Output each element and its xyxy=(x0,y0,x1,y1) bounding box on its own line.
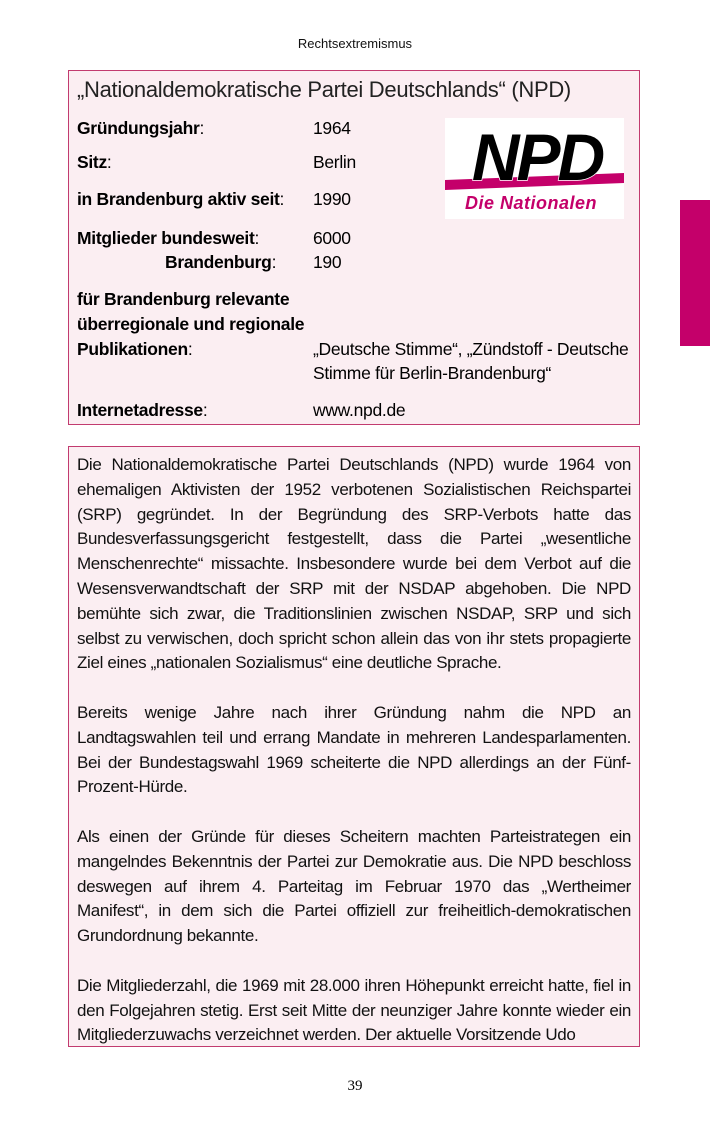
paragraph-1: Die Nationaldemokratische Partei Deutschlands (NPD) wurde 1964 von ehemaligen Aktivisten der 1952 verbotenen Sozialistischen Reichspartei (SRP) gegründet. In der Begründung des SRP-Verbots hatte das Bundesverfassungsgericht festgestellt, dass die Partei „wesentliche Menschenrechte“ missachte. Insbesondere wurde bei dem Verbot auf die Wesensverwandtschaft der SRP mit der NSDAP abgehoben. Die NPD bemühte sich zwar, die Traditionslinien zwischen NSDAP, SRP und sich selbst zu verwischen, doch spricht schon allein das von ihr stets propagierte Ziel eines „nationalen Sozialismus“ eine deutliche Sprache. xyxy=(77,455,631,673)
website-label: Internetadresse: xyxy=(77,400,208,420)
paragraph-2: Bereits wenige Jahre nach ihrer Gründung nahm die NPD an Landtagswahlen teil und errang Mandate in mehreren Landesparlamenten. Bei der Bundestagswahl 1969 scheiterte die NPD allerdings an der Fünf-Prozent-Hürde. xyxy=(77,702,631,797)
members-national-label: bundesweit xyxy=(161,228,255,248)
logo-sub-text: Die Nationalen xyxy=(464,193,598,213)
website-value: www.npd.de xyxy=(313,400,406,420)
founding-year-label: Gründungsjahr: xyxy=(77,118,205,138)
seat-label: Sitz: xyxy=(77,152,112,172)
active-since-value: 1990 xyxy=(313,189,351,209)
logo-main-text: NPD xyxy=(471,120,603,194)
npd-logo-icon xyxy=(445,118,624,219)
active-since-label: in Brandenburg aktiv seit: xyxy=(77,189,285,209)
seat-value: Berlin xyxy=(313,152,356,172)
history-text-box xyxy=(68,446,640,1047)
members-regional-label: Brandenburg: xyxy=(165,252,277,272)
party-title: „Nationaldemokratische Partei Deutschlands“ (NPD) xyxy=(77,77,571,102)
running-header: Rechtsextremismus xyxy=(297,36,413,51)
publications-value-line2: Stimme für Berlin-Brandenburg“ xyxy=(313,363,552,383)
chapter-tab-marker xyxy=(680,200,710,346)
paragraph-4: Die Mitgliederzahl, die 1969 mit 28.000 ihren Höhepunkt erreicht hatte, fiel in den Folgejahren stetig. Erst seit Mitte der neunziger Jahre konnte wieder ein Mitgliederzuwachs verzeichnet werden. Der aktuelle Vorsitzende Udo xyxy=(77,975,631,1045)
page-number: 39 xyxy=(347,1078,363,1094)
publications-label: Publikationen: xyxy=(77,339,193,359)
publications-value-line1: „Deutsche Stimme“, „Zündstoff - Deutsche xyxy=(313,339,629,359)
paragraph-3: Als einen der Gründe für dieses Scheitern machten Parteistrategen ein mangelndes Bekenntnis der Partei zur Demokratie aus. Die NPD beschloss deswegen auf ihrem 4. Parteitag im Februar 1970 das „Wertheimer Manifest“, in dem sich die Partei offiziell zur freiheitlich-demokratischen Grundordnung bekannte. xyxy=(77,826,631,946)
founding-year-value: 1964 xyxy=(313,118,351,138)
members-national-value: 6000 xyxy=(313,228,351,248)
party-info-box: „Nationaldemokratische Partei Deutschlands“ (NPD) Gründungsjahr: 1964 Sitz: Berlin in Brandenburg aktiv seit: 1990 Mitglieder bundesweit: 6000 Brandenburg: 190 für Brandenburg relevante überregionale und regionale Publikationen: „Deutsche Stimme“, „Zündstoff - Deutsche Stimme für Berlin-Brandenburg“ Internetadresse: www.npd.de NPD Die Nationalen xyxy=(68,70,640,425)
members-regional-value: 190 xyxy=(313,252,342,272)
members-label: Mitglieder bundesweit: xyxy=(77,228,260,248)
